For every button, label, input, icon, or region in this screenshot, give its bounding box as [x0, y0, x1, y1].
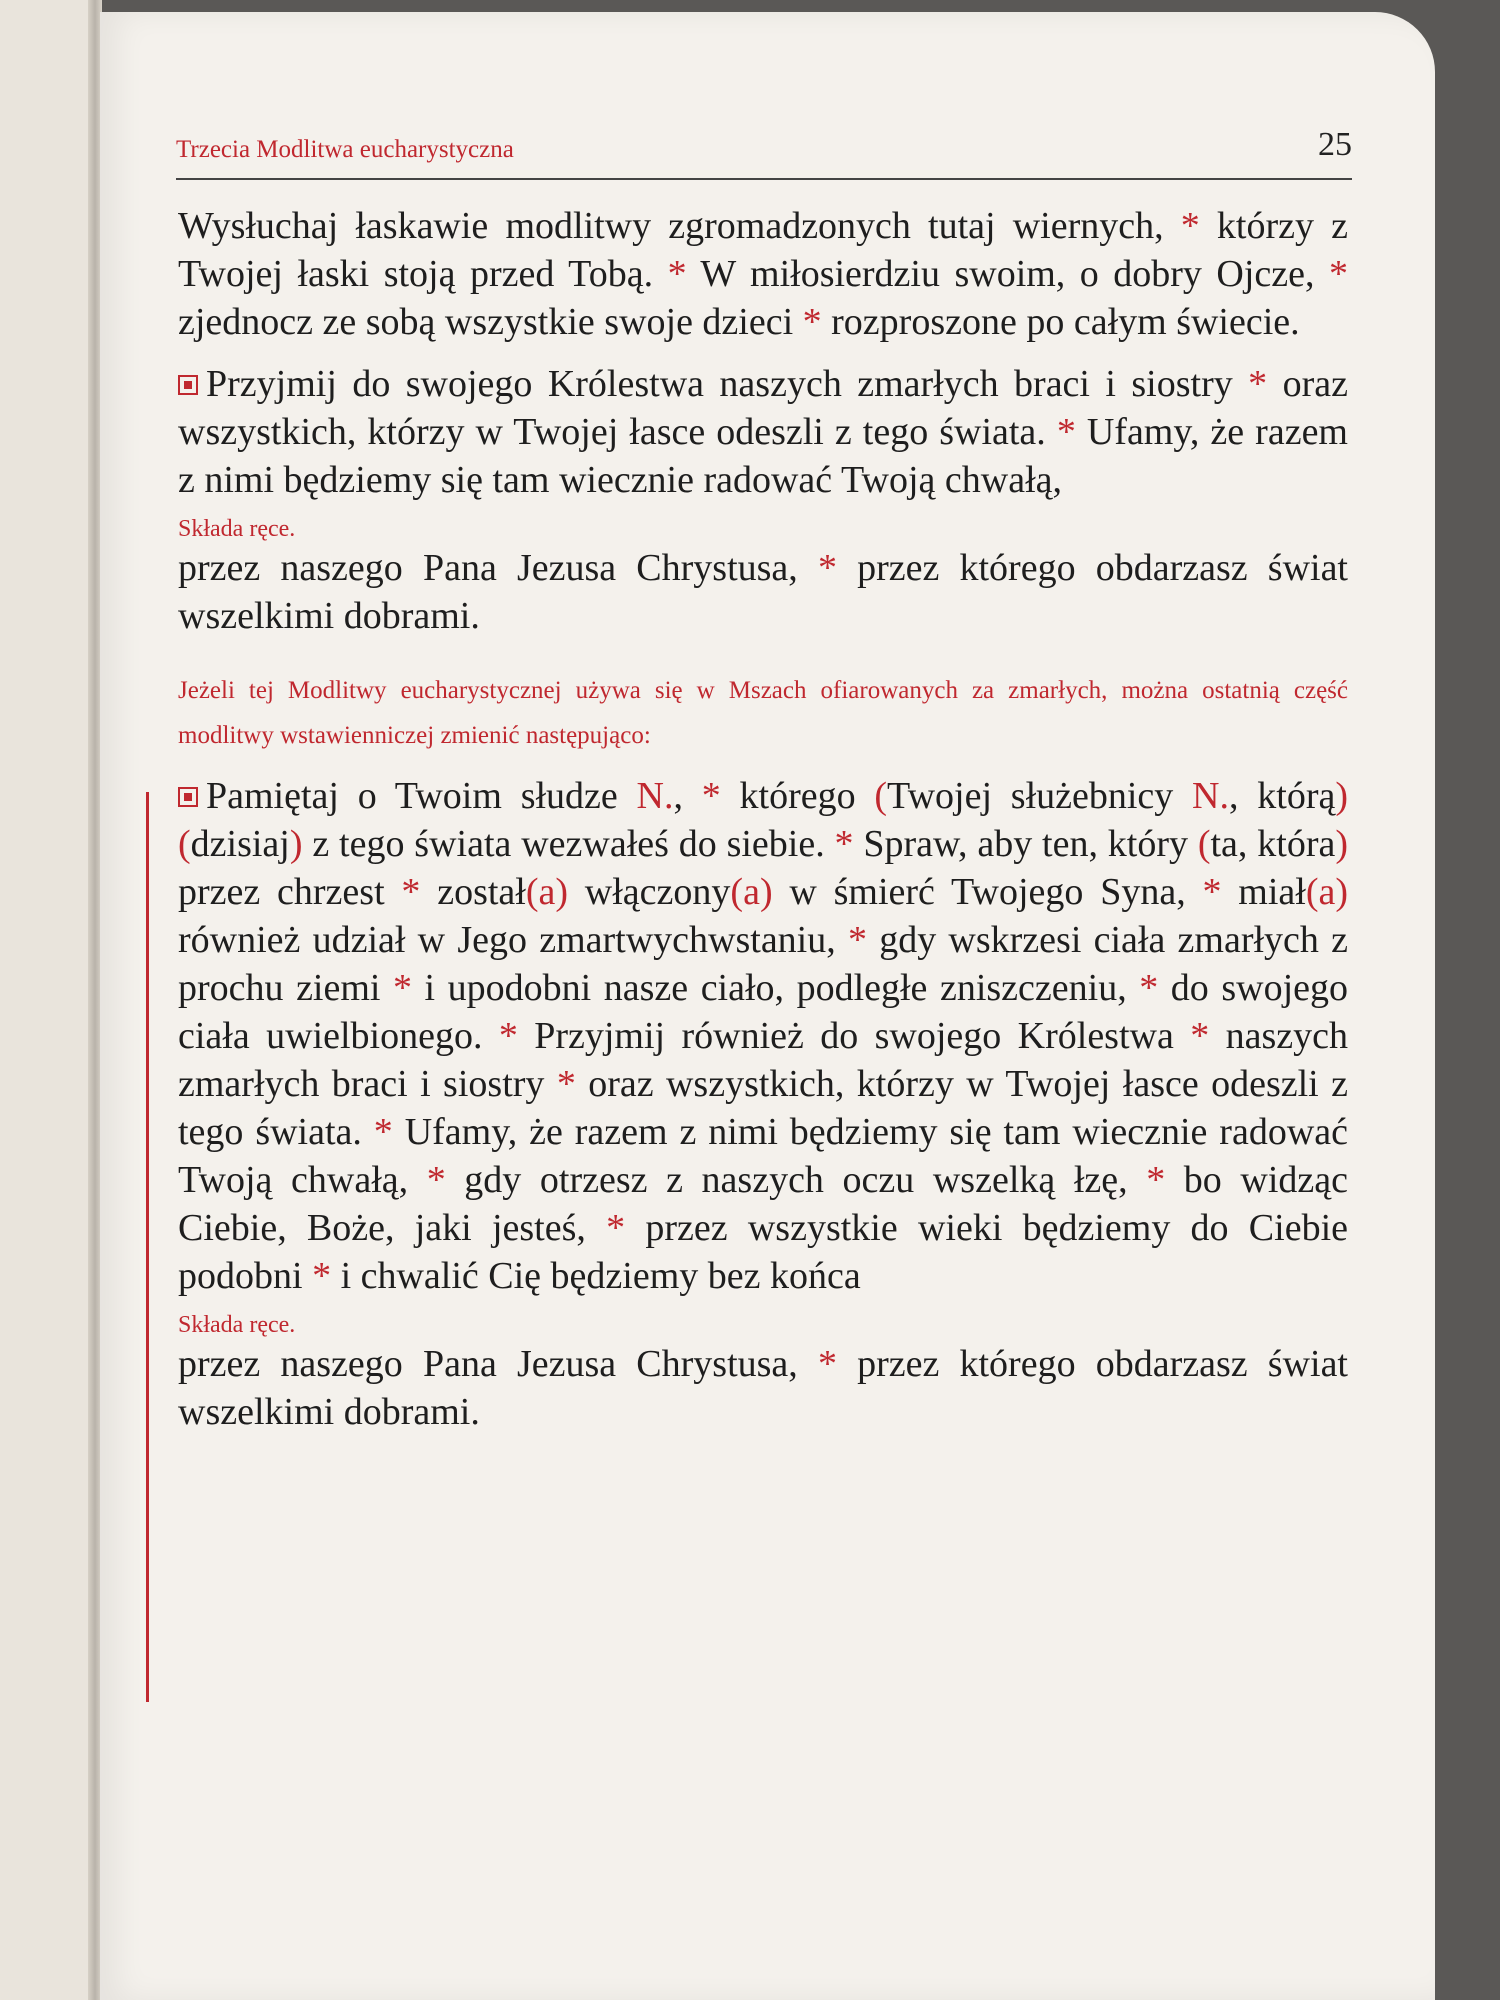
gender-ending: (a) — [1305, 871, 1348, 913]
asterisk: * — [606, 1207, 626, 1249]
text-run: z tego świata wezwałeś do siebie. — [302, 823, 835, 865]
text-run: Przyjmij do swojego Królestwa naszych zmarłych braci i siostry — [206, 363, 1249, 405]
text-run: którzy z Twojej łaski stoją przed Tobą. — [178, 205, 1348, 295]
asterisk: * — [847, 919, 867, 961]
asterisk: * — [1329, 253, 1348, 295]
chapter-title: Trzecia Modlitwa eucharystyczna — [176, 136, 514, 163]
text-run: przez chrzest — [178, 871, 402, 913]
paragraph-doxology-2 — [178, 1340, 1348, 1436]
gender-ending: (a) — [525, 871, 569, 913]
text-run: przez którego obdarzasz świat wszelkimi dobrami. — [178, 547, 1348, 637]
text-run: został — [420, 871, 526, 913]
asterisk: * — [802, 301, 822, 343]
text-run: do swojego ciała uwielbionego. — [178, 967, 1348, 1057]
paragraph-remember — [178, 772, 1348, 1300]
text-run: ta, która — [1210, 823, 1336, 865]
paren: ( — [1197, 823, 1211, 865]
text-run: , którą — [1229, 775, 1336, 817]
text-run: Ufamy, że razem z nimi będziemy się tam wiecznie radować Twoją chwałą, — [178, 1111, 1348, 1201]
asterisk: * — [393, 967, 413, 1009]
text-run: W miłosierdziu swoim, o dobry Ojcze, — [686, 253, 1329, 295]
asterisk: * — [556, 1063, 576, 1105]
asterisk: * — [817, 547, 837, 589]
text-run: Twojej służebnicy — [887, 775, 1193, 817]
variant-side-line — [146, 792, 149, 1702]
text-run: dzisiaj — [190, 823, 290, 865]
text-run: Pamiętaj o Twoim słudze — [206, 775, 637, 817]
text-run: którego — [720, 775, 875, 817]
header-rule — [176, 178, 1352, 180]
asterisk: * — [834, 823, 854, 865]
asterisk: * — [817, 1343, 837, 1385]
paren: ( — [874, 775, 888, 817]
rubric-masses-for-dead: Jeżeli tej Modlitwy eucharystycznej używa się w Mszach ofiarowanych za zmarłych, można ostatnią część modlitwy wstawienniczej zmienić następująco: — [178, 677, 1348, 749]
asterisk: * — [1146, 1159, 1166, 1201]
paragraph-doxology — [178, 544, 1348, 640]
asterisk: * — [1139, 967, 1159, 1009]
text-run: w śmierć Twojego Syna, — [772, 871, 1203, 913]
paragraph-intercession — [178, 202, 1348, 346]
text-run: gdy otrzesz z naszych oczu wszelką łzę, — [445, 1159, 1147, 1201]
paragraph-departed — [178, 360, 1348, 504]
page-text — [178, 202, 1348, 1436]
paren: ) — [289, 823, 303, 865]
asterisk: * — [1056, 411, 1076, 453]
asterisk: * — [498, 1015, 518, 1057]
facing-page-edge — [0, 0, 95, 2000]
text-run: i upodobni nasze ciało, podległe zniszczeniu, — [412, 967, 1140, 1009]
asterisk: * — [1248, 363, 1268, 405]
name-placeholder: N. — [1192, 775, 1229, 817]
text-run: bo widząc Ciebie, Boże, jaki jesteś, — [178, 1159, 1348, 1249]
asterisk: * — [373, 1111, 393, 1153]
rubric-folds-hands-2: Składa ręce. — [178, 1312, 296, 1338]
text-run: , — [673, 775, 702, 817]
text-run: również udział w Jego zmartwychwstaniu, — [178, 919, 848, 961]
text-run: i chwalić Cię będziemy bez końca — [331, 1255, 861, 1297]
asterisk: * — [401, 871, 421, 913]
boxed-square-icon — [178, 787, 198, 807]
asterisk: * — [1180, 205, 1200, 247]
asterisk: * — [701, 775, 721, 817]
text-run: zjednocz ze sobą wszystkie swoje dzieci — [178, 301, 803, 343]
asterisk: * — [426, 1159, 446, 1201]
running-head — [176, 100, 1352, 180]
page-number: 25 — [1318, 126, 1352, 163]
book-page — [100, 12, 1435, 2000]
text-run: miał — [1221, 871, 1306, 913]
text-run: przez naszego Pana Jezusa Chrystusa, — [178, 547, 818, 589]
text-run: Wysłuchaj łaskawie modlitwy zgromadzonych tutaj wiernych, — [178, 205, 1181, 247]
text-run: Przyjmij również do swojego Królestwa — [517, 1015, 1191, 1057]
paren: ) — [1335, 823, 1348, 865]
text-run: przez wszystkie wieki będziemy do Ciebie podobni — [178, 1207, 1348, 1297]
asterisk: * — [1202, 871, 1222, 913]
name-placeholder: N. — [636, 775, 674, 817]
paren: ( — [178, 823, 191, 865]
asterisk: * — [1190, 1015, 1210, 1057]
text-run: oraz wszystkich, którzy w Twojej łasce odeszli z tego świata. — [178, 363, 1348, 453]
text-run: przez którego obdarzasz świat wszelkimi dobrami. — [178, 1343, 1348, 1433]
text-run: Spraw, aby ten, który — [853, 823, 1198, 865]
text-run: oraz wszystkich, którzy w Twojej łasce odeszli z tego świata. — [178, 1063, 1349, 1153]
asterisk: * — [312, 1255, 332, 1297]
gender-ending: (a) — [730, 871, 773, 913]
text-run: przez naszego Pana Jezusa Chrystusa, — [178, 1343, 818, 1385]
boxed-square-icon — [178, 375, 198, 395]
rubric-folds-hands: Składa ręce. — [178, 516, 296, 542]
text-run: Ufamy, że razem z nimi będziemy się tam wiecznie radować Twoją chwałą, — [178, 411, 1348, 501]
text-run: gdy wskrzesi ciała zmarłych z prochu ziemi — [178, 919, 1348, 1009]
text-run: naszych zmarłych braci i siostry — [178, 1015, 1349, 1105]
text-run: włączony — [568, 871, 731, 913]
asterisk: * — [667, 253, 687, 295]
paren: ) — [1335, 775, 1348, 817]
text-run: rozproszone po całym świecie. — [821, 301, 1300, 343]
